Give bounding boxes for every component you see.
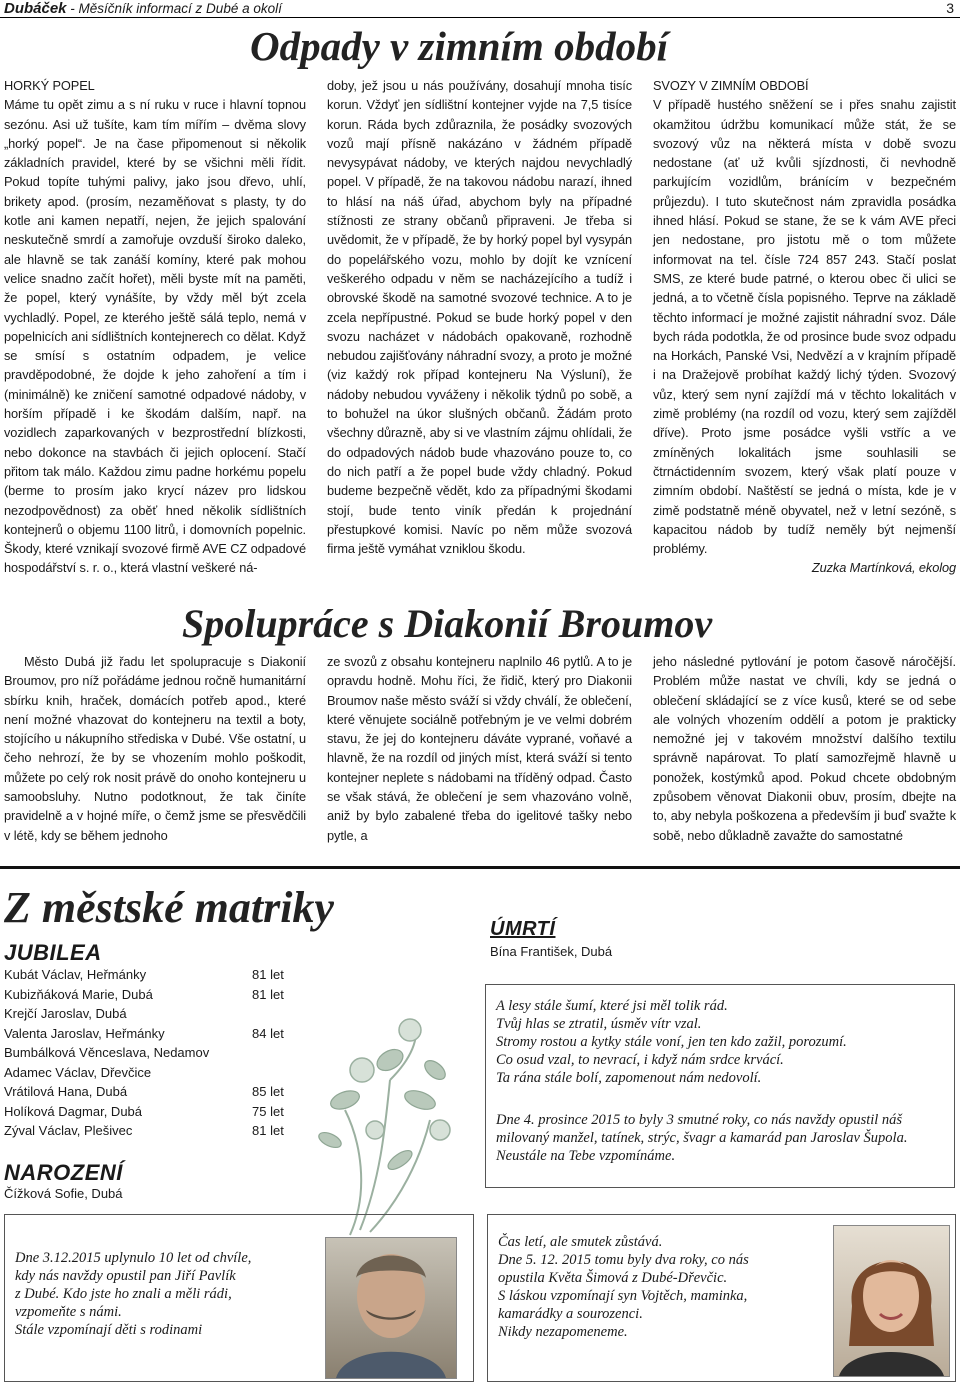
memorial-line: kdy nás navždy opustil pan Jiří Pavlík [15,1268,236,1284]
jubilant-name: Vrátilová Hana, Dubá [4,1084,128,1099]
diakonie-column-2 [327,652,632,845]
page-number: 3 [946,0,954,16]
winter-collection-heading: SVOZY V ZIMNÍM OBDOBÍ [653,78,809,93]
jubilant-age: 75 let [252,1103,284,1119]
diakonie-column-1 [4,652,306,845]
list-item [4,965,304,985]
diakonie-text-1: Město Dubá již řadu let spolupracuje s Diakonií Broumov, pro níž pořádáme jednou ročně humanitární sbírku knih, hraček, domácích potřeb apod., které není možné vhazovat do kontejneru na textil a boty, stojícího u nákupního střediska v Dubé. Vše ostatní, u čeho nehrozí, že by se vhozením mohlo poškodit, můžete po celý rok nosit právě do onoho kontejneru u samoobsluhy. Nutno podotknout, že tak činíte pravidelně a v hojné míře, o čemž jsme se přesvědčili v létě, kdy se během jednoho [4,654,306,843]
memorial-line: Dne 3.12.2015 uplynulo 10 let od chvíle, [15,1250,252,1266]
list-item [4,1024,304,1044]
flower-bouquet-icon [290,1000,480,1240]
poem-note: Dne 4. prosince 2015 to byly 3 smutné roky, co nás navždy opustil náš milovaný manžel, tatínek, strýc, švagr a kamarád pan Jaroslav Šupola. Neustále na Tebe vzpomínáme. [496,1112,908,1164]
memorial-box-right [487,1214,956,1382]
list-item [4,985,304,1005]
jubilant-age [252,1043,292,1063]
diakonie-article-title: Spolupráce s Diakonií Broumov [182,601,713,646]
jubilant-age: 81 let [252,986,284,1002]
jubilant-age: 81 let [252,1123,284,1138]
memorial-line: Čas letí, ale smutek zůstává. [498,1234,663,1250]
list-item [4,1004,304,1024]
diakonie-text-2: ze svozů z obsahu kontejneru naplnilo 46 pytlů. A to je opravdu hodně. Mohu říci, že řidič, který pro Diakonii Broumov naše město sváží si vždy chválí, že oblečení, které věnujete sociálně potřebným je ve velmi dobrém stavu, že jej do kontejneru dáváte vyprané, voňavé a hlavně, že na rozdíl od jiných míst, která sváží si tento kontejner neplete s nádobami na tříděný odpad. Často se však stává, že oblečení je sem vhazováno volně, aniž by bylo zabalené třeba do igelitové tašky nebo pytle, a [327,654,632,843]
memorial-poem-box [485,984,955,1188]
list-item [4,1043,304,1063]
jubilea-list [4,965,304,1141]
memorial-box-left [4,1214,474,1382]
births-heading: NAROZENÍ [4,1160,123,1185]
jubilant-age: 85 let [252,1084,284,1099]
waste-text-2: doby, jež jsou u nás používány, dosahují mnoha tisíc korun. Vždyť jen sídlištní kontejner vyjde na 7,5 tisíce korun. Ráda bych zdůraznila, že posádky svozových vozů mají přísně nakázáno v žádném případě nevysypávat nádoby, ve kterých najdou nevychladlý popel. V případě, že na takovou nádobu narazí, ihned to hlásí na náš úřad, abychom byly na případné stížnosti ze strany občanů připraveni. Je třeba si uvědomit, že v případě, že by horký popel byl vysypán do popelářského vozu, mohlo by dojít ke vznícení veškerého odpadu v něm se nacházejícího a tudíž i obrovské škodě na samotné svozové technice. A to je zcela nepřípustné. Pokud se bude horký popel v den svozu nacházet v nádobách opakovaně, rozhodně nebudou zajišťovány náhradní svozy, a proto je možné (viz každý rok případ kontejneru Na Výsluní), že nádoby nebudou vyváženy i několik týdnů po sobě, a to bohužel na úkor slušných občanů. Žádám proto všechny důrazně, aby si ve vlastním zájmu ohlídali, že do odpadových nádob bude vhazováno pouze to, co do nich patří a že popel bude vždy chladný. Pokud budeme bezpečně vědět, kdo za případnými škodami stojí, bude tento viník předán k projednání přestupkové komisi. Navíc po něm může svozová firma ještě vymáhat vzniklou škodu. [327,78,632,557]
waste-column-1 [4,76,306,578]
jubilant-name: Adamec Václav, Dřevčice [4,1064,152,1080]
memorial-line: Stále vzpomínají děti s rodinami [15,1322,203,1338]
jubilant-age [252,1063,292,1083]
portrait-photo-man [325,1237,457,1379]
poem-line: A lesy stále šumí, které jsi měl tolik rád. [496,998,728,1014]
memorial-line: opustila Květa Šimová z Dubé-Dřevčic. [498,1270,728,1286]
poem-line: Co osud vzal, to nevrací, i když nám srdce krvácí. [496,1052,784,1068]
memorial-line: Nikdy nezapomeneme. [498,1324,628,1340]
memorial-line: Dne 5. 12. 2015 tomu byly dva roky, co nás [498,1252,749,1268]
memorial-line: S láskou vzpomínají syn Vojtěch, maminka, [498,1288,748,1304]
memorial-line: kamarádky a sourozenci. [498,1306,643,1322]
jubilant-name: Kubát Václav, Heřmánky [4,967,147,982]
registry-title: Z městské matriky [4,883,334,932]
jubilant-name: Krejčí Jaroslav, Dubá [4,1006,127,1021]
death-item: Bína František, Dubá [490,944,613,959]
birth-item: Čížková Sofie, Dubá [4,1186,123,1201]
diakonie-column-3 [653,652,956,845]
deaths-heading: ÚMRTÍ [490,918,556,940]
jubilant-name: Valenta Jaroslav, Heřmánky [4,1025,165,1041]
jubilant-name: Bumbálková Věnceslava, Nedamov [4,1045,210,1060]
waste-column-2 [327,76,632,558]
poem-line: Ta rána stále bolí, zapomenout nám nedovolí. [496,1070,762,1086]
page-header [4,0,282,17]
list-item [4,1063,304,1083]
memorial-text-right [498,1233,828,1341]
magazine-subtitle: - Měsíčník informací z Dubé a okolí [66,1,282,16]
jubilant-age: 84 let [252,1025,284,1041]
portrait-photo-woman [833,1225,950,1377]
waste-article-title: Odpady v zimním období [250,23,668,69]
jubilant-name: Zýval Václav, Plešivec [4,1123,133,1138]
memorial-text-left [15,1249,305,1339]
diakonie-text-3: jeho následné pytlování je potom časově náročější. Problém může nastat ve chvíli, kdy se jedná o oblečení skládající se z více kusů, které se od sebe ale volných vhozením oddělí a potom je prakticky nemožné jej v takovém množství dalšího textilu správně napárovat. To platí samozřejmě hlavně u ponožek, kostýmků apod. Pokud chcete obdobným způsobem věnovat Diakonii obuv, prosím, dbejte na to, aby nebyla poškozena a především ji buď svažte k sobě, nebo důkladně zavažte do samostatné [653,654,956,843]
header-divider [0,17,960,18]
waste-signature: Zuzka Martínková, ekolog [811,560,956,576]
list-item [4,1102,304,1122]
list-item [4,1082,304,1102]
section-divider [0,866,960,869]
list-item [4,1121,304,1141]
waste-text-3: V případě hustého sněžení se i přes snahu zajistit okamžitou údržbu komunikací může stát, že se svozový vůz na některá místa v době svozu nedostane (ať už kvůli sjízdnosti, či nevhodně parkujícím vozidlům, bránícím v bezpečném průjezdu). I tuto skutečnost nám zpravidla posádka ihned hlásí. Pokud se stane, že se k vám AVE přeci jen nedostane, pro jistotu mě o tom můžete informovat na tel. čísle 724 857 243. Stačí poslat SMS, ze které bude patrné, o kterou obec či ulici se jedná, a to včetně čísla popisného. Teprve na základě těchto informací je možné zajistit náhradní svoz. Dále bych ráda podotkla, že od prosince bude svoz odpadu na Horkách, Panské Vsi, Nedvězí a v krajním případě i na Dražejově probíhat každý lichý týden. Svozový vůz, který sem nyní zajíždí má v těchto lokalitách v zimě problémy (na rozdíl od vozu, který sem zajížděl dříve). Proto jsme posádce vyšli vstříc a ve zmíněných lokalitách jsme souhlasili se čtrnáctidenním svozem, který však platí pouze v zimním období. Naštěstí se jedná o místa, kde je v zimě podstatně méně obyvatel, než v letní sezóně, s kapacitou nádob by tudíž neměly být nejmenší problémy. [653,97,956,557]
memorial-line: z Dubé. Kdo jste ho znali a měli rádi, [15,1286,232,1302]
magazine-name: Dubáček [4,0,67,17]
jubilant-age [252,1004,292,1024]
waste-subheading: HORKÝ POPEL [4,78,95,93]
jubilea-heading: JUBILEA [4,940,102,965]
memorial-line: vzpomeňte s námi. [15,1304,122,1320]
jubilant-name: Holíková Dagmar, Dubá [4,1103,143,1119]
jubilant-name: Kubizňáková Marie, Dubá [4,986,153,1002]
waste-column-3 [653,76,956,578]
poem-line: Tvůj hlas se ztratil, úsměv vítr vzal. [496,1016,702,1032]
poem-line: Stromy rostou a kytky stále voní, jen ten kdo zažil, porozumí. [496,1034,847,1050]
waste-text-1: Máme tu opět zimu a s ní ruku v ruce i hlavní topnou sezónu. Asi už tušíte, kam tím mířím – dvěma slovy „horký popel“. Je na čase připomenout si několik základních pravidel, které by se všichni měli řídit. Pokud topíte tuhými palivy, jako jsou dřevo, uhlí, brikety apod. (prosím, nezaměňovat s plasty, ty do kotle ani kamen nepatří, nejen, že jejich spalování neskutečně smrdí a zamořuje ovzduší široko daleko, ale hlavně se tak zanáší komíny, které pak mohou velice snadno začít hořet), měli byste mít na paměti, že popel, který vynášíte, by vždy měl být zcela vychladlý. Popel, ze kterého ještě sálá teplo, nemá v popelnicích ani sídlištních kontejnerech co dělat. Když se smísí s ostatním odpadem, je velice pravděpodobné, že dojde k jeho zahoření a tím i (minimálně) ke zničení samotné odpadové nádoby, v horším případě i ke škodám dalším, např. na vozidlech zaparkovaných v bezprostřední blízkosti, nebo dokonce na stavbách či jejich oplocení. Stačí přitom tak málo. Každou zimu padne horkému popelu (berme to prosím jako krycí název pro lidskou nezodpovědnost) za oběť hned několik sídlištních kontejnerů o objemu 1100 litrů, i domovních popelnic. Škody, které vznikají svozové firmě AVE CZ odpadové hospodářství s. r. o., která vlastní veškeré ná- [4,97,306,576]
jubilant-age: 81 let [252,967,284,982]
